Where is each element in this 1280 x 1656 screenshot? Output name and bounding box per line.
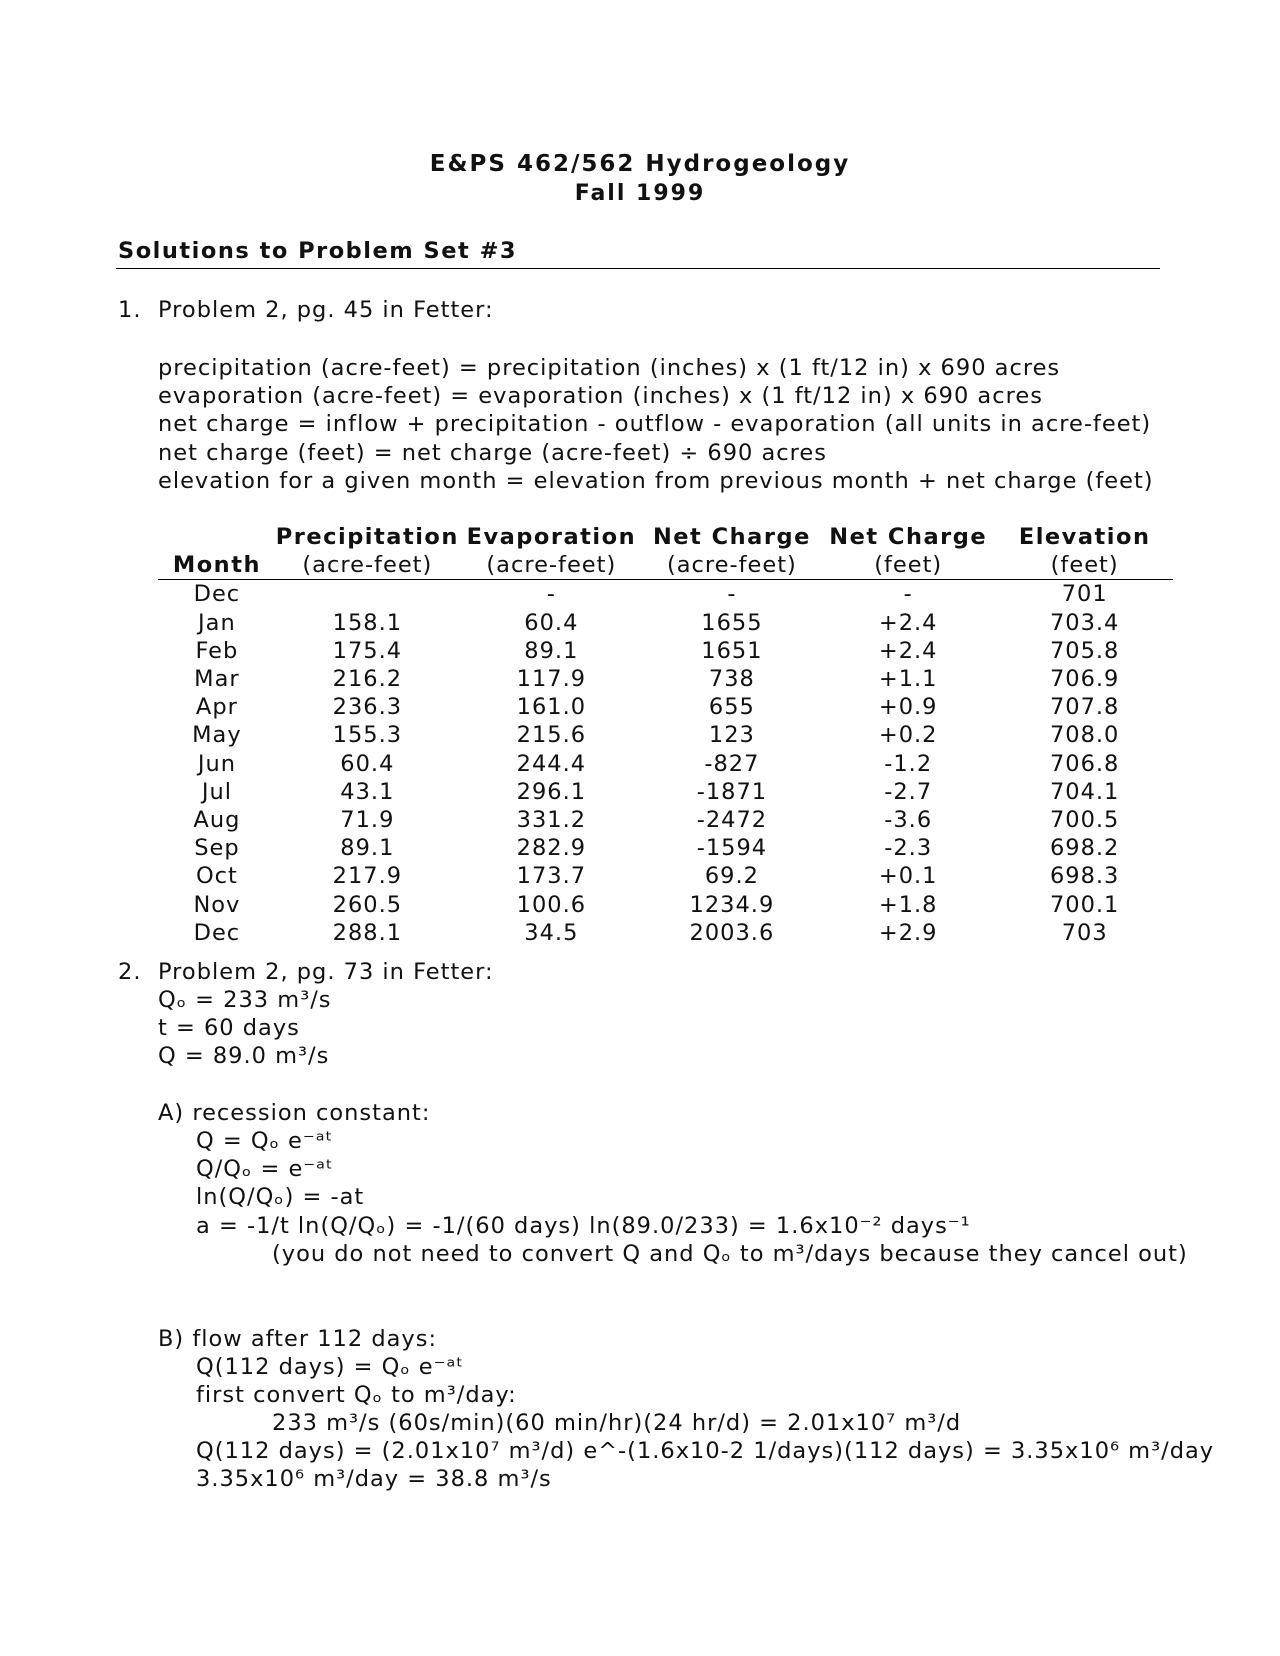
table-row: [158, 806, 1173, 834]
table-row: [158, 609, 1173, 637]
cell-evaporation: 34.5: [524, 919, 579, 946]
cell-precipitation: 60.4: [340, 750, 395, 777]
table-row: [158, 693, 1173, 721]
table-row: [158, 778, 1173, 806]
cell-net-charge-af: -1594: [696, 835, 768, 862]
cell-elevation: 701: [1061, 581, 1108, 608]
cell-net-charge-ft: +1.8: [878, 891, 938, 918]
given-t: t = 60 days: [158, 1015, 300, 1042]
header-month: Month: [158, 551, 276, 580]
section-title: Solutions to Problem Set #3: [118, 238, 518, 264]
part-b-line-1: Q(112 days) = Qₒ e⁻ᵃᵗ: [196, 1354, 464, 1380]
table-row: [158, 721, 1173, 749]
cell-elevation: 705.8: [1049, 637, 1120, 664]
part-a-heading: A) recession constant:: [158, 1100, 431, 1126]
cell-evaporation: 117.9: [516, 666, 587, 693]
cell-net-charge-af: 655: [708, 694, 755, 721]
cell-elevation: 707.8: [1049, 694, 1120, 721]
cell-evaporation: 60.4: [524, 609, 579, 636]
cell-month: Dec: [193, 581, 241, 608]
cell-net-charge-af: -: [727, 581, 737, 608]
table-row: [158, 580, 1173, 609]
cell-evaporation: 161.0: [516, 694, 587, 721]
part-a-line-4: a = -1/t ln(Q/Qₒ) = -1/(60 days) ln(89.0/233) = 1.6x10⁻² days⁻¹: [196, 1212, 971, 1239]
cell-net-charge-ft: +0.1: [878, 863, 938, 890]
cell-precipitation: 155.3: [332, 722, 403, 749]
cell-elevation: 706.8: [1049, 750, 1120, 777]
cell-evaporation: -: [546, 581, 556, 608]
cell-net-charge-ft: +2.4: [878, 637, 938, 664]
cell-net-charge-af: 1655: [701, 609, 763, 636]
part-a-note: (you do not need to convert Q and Qₒ to m³/days because they cancel out): [272, 1241, 1188, 1267]
problem-2-given: [158, 986, 332, 1071]
cell-precipitation: 217.9: [332, 863, 403, 890]
unit-elevation: (feet): [996, 551, 1173, 580]
cell-month: Oct: [195, 863, 238, 890]
table-header-row: [158, 523, 1173, 551]
cell-month: Apr: [195, 694, 238, 721]
part-a-line-3: ln(Q/Qₒ) = -at: [196, 1184, 365, 1211]
cell-net-charge-ft: -3.6: [884, 807, 933, 834]
cell-evaporation: 100.6: [516, 891, 587, 918]
part-b-line-2: first convert Qₒ to m³/day:: [196, 1382, 517, 1409]
course-title: E&PS 462/562 Hydrogeology: [429, 151, 851, 177]
cell-net-charge-af: -2472: [696, 807, 768, 834]
cell-precipitation: 236.3: [332, 694, 403, 721]
cell-evaporation: 331.2: [516, 807, 587, 834]
header-elevation: Elevation: [1018, 524, 1151, 550]
cell-precipitation: 175.4: [332, 637, 403, 664]
table-row: [158, 919, 1173, 947]
cell-month: Jan: [198, 609, 236, 636]
cell-month: Dec: [193, 919, 241, 946]
document-header: [0, 150, 1280, 208]
cell-elevation: 700.1: [1049, 891, 1120, 918]
problem-1-number: 1.: [118, 297, 142, 323]
cell-net-charge-af: 738: [708, 666, 755, 693]
table-row: [158, 637, 1173, 665]
cell-month: Jul: [201, 778, 232, 805]
part-b-results: [196, 1437, 1214, 1493]
cell-net-charge-af: 123: [708, 722, 755, 749]
cell-month: Aug: [193, 807, 241, 834]
cell-net-charge-ft: -2.3: [884, 835, 933, 862]
cell-precipitation: 216.2: [332, 666, 403, 693]
cell-net-charge-af: 2003.6: [689, 919, 775, 946]
cell-evaporation: 282.9: [516, 835, 587, 862]
table-units-row: [158, 551, 1173, 580]
cell-month: Jun: [197, 750, 236, 777]
part-b-equations: [196, 1353, 517, 1409]
cell-net-charge-ft: +0.2: [878, 722, 938, 749]
unit-evaporation: (acre-feet): [459, 551, 644, 580]
problem-2-title: Problem 2, pg. 73 in Fetter:: [158, 959, 494, 985]
cell-precipitation: [276, 580, 459, 609]
formula-net-charge-feet: net charge (feet) = net charge (acre-feet) ÷ 690 acres: [158, 439, 827, 466]
cell-net-charge-ft: +1.1: [878, 666, 938, 693]
header-evaporation: Evaporation: [466, 524, 637, 550]
cell-evaporation: 244.4: [516, 750, 587, 777]
table-row: [158, 750, 1173, 778]
cell-evaporation: 215.6: [516, 722, 587, 749]
cell-month: Nov: [193, 891, 241, 918]
cell-net-charge-af: 1651: [701, 637, 763, 664]
part-b-line-5: 3.35x10⁶ m³/day = 38.8 m³/s: [196, 1466, 552, 1493]
cell-elevation: 700.5: [1049, 807, 1120, 834]
formula-evaporation: evaporation (acre-feet) = evaporation (inches) x (1 ft/12 in) x 690 acres: [158, 383, 1043, 410]
cell-elevation: 703: [1061, 919, 1108, 946]
part-b-line-4: Q(112 days) = (2.01x10⁷ m³/d) e^-(1.6x10-2 1/days)(112 days) = 3.35x10⁶ m³/day: [196, 1438, 1215, 1464]
table-body: [158, 580, 1173, 947]
header-net-charge-af: Net Charge: [652, 524, 811, 550]
part-b-heading: B) flow after 112 days:: [158, 1326, 438, 1352]
cell-evaporation: 89.1: [524, 637, 579, 664]
cell-elevation: 698.3: [1049, 863, 1120, 890]
given-q0: Qₒ = 233 m³/s: [158, 987, 332, 1013]
cell-precipitation: 43.1: [340, 778, 395, 805]
table-row: [158, 665, 1173, 693]
cell-month: Mar: [194, 666, 240, 693]
cell-elevation: 706.9: [1049, 666, 1120, 693]
cell-precipitation: 89.1: [340, 835, 395, 862]
cell-net-charge-ft: +2.4: [878, 609, 938, 636]
cell-net-charge-af: 1234.9: [689, 891, 775, 918]
cell-net-charge-ft: +2.9: [878, 919, 938, 946]
formula-net-charge: net charge = inflow + precipitation - outflow - evaporation (all units in acre-feet): [158, 411, 1152, 438]
cell-elevation: 698.2: [1049, 835, 1120, 862]
header-net-charge-ft: Net Charge: [829, 524, 988, 550]
cell-precipitation: 288.1: [332, 919, 403, 946]
cell-evaporation: 173.7: [516, 863, 587, 890]
unit-net-charge-af: (acre-feet): [644, 551, 820, 580]
cell-precipitation: 158.1: [332, 609, 403, 636]
part-a-equations: [196, 1127, 971, 1240]
cell-net-charge-af: -1871: [696, 778, 768, 805]
table-row: [158, 834, 1173, 862]
cell-net-charge-af: 69.2: [704, 863, 759, 890]
cell-precipitation: 260.5: [332, 891, 403, 918]
cell-precipitation: 71.9: [340, 807, 395, 834]
unit-precipitation: (acre-feet): [276, 551, 459, 580]
given-q: Q = 89.0 m³/s: [158, 1043, 330, 1070]
problem-1-title: Problem 2, pg. 45 in Fetter:: [158, 297, 494, 323]
table-row: [158, 862, 1173, 890]
cell-net-charge-ft: -1.2: [884, 750, 933, 777]
cell-net-charge-ft: +0.9: [878, 694, 938, 721]
cell-month: Sep: [194, 835, 240, 862]
cell-net-charge-af: -827: [704, 750, 760, 777]
cell-net-charge-ft: -2.7: [884, 778, 933, 805]
unit-net-charge-ft: (feet): [820, 551, 996, 580]
water-budget-table: [158, 523, 1173, 947]
formula-precipitation: precipitation (acre-feet) = precipitation (inches) x (1 ft/12 in) x 690 acres: [158, 355, 1061, 381]
part-a-line-1: Q = Qₒ e⁻ᵃᵗ: [196, 1128, 334, 1154]
table-row: [158, 891, 1173, 919]
cell-elevation: 708.0: [1049, 722, 1120, 749]
problem-2-number: 2.: [118, 959, 142, 985]
header-precipitation: Precipitation: [275, 524, 459, 550]
cell-evaporation: 296.1: [516, 778, 587, 805]
cell-elevation: 704.1: [1049, 778, 1120, 805]
part-a-line-2: Q/Qₒ = e⁻ᵃᵗ: [196, 1156, 334, 1183]
problem-1-formulas: [158, 354, 1154, 495]
header-blank: [158, 523, 276, 551]
formula-elevation: elevation for a given month = elevation from previous month + net charge (feet): [158, 467, 1154, 494]
section-divider: [116, 268, 1160, 269]
cell-month: May: [192, 722, 242, 749]
term-label: Fall 1999: [574, 181, 706, 206]
cell-month: Feb: [195, 637, 239, 664]
cell-net-charge-ft: -: [903, 581, 913, 608]
part-b-line-3: 233 m³/s (60s/min)(60 min/hr)(24 hr/d) = 2.01x10⁷ m³/d: [272, 1410, 962, 1436]
cell-elevation: 703.4: [1049, 609, 1120, 636]
